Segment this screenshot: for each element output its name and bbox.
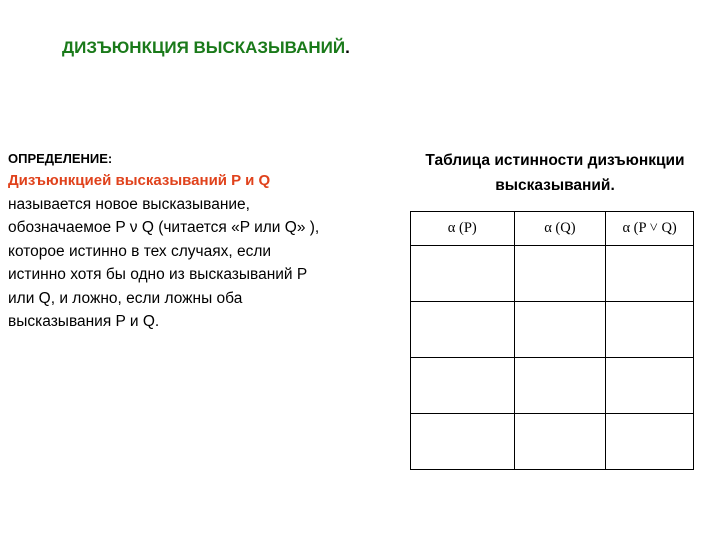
- table-cell: [514, 246, 606, 302]
- header-alpha-q: α (Q): [514, 212, 606, 246]
- table-cell: [514, 414, 606, 470]
- page-title: [62, 38, 350, 58]
- definition-line: называется новое высказывание,: [8, 195, 250, 213]
- definition-line: обозначаемое P ν Q (читается «P или Q» ),: [8, 219, 320, 236]
- truth-table-title-line2: высказываний.: [495, 177, 615, 194]
- table-cell: [411, 246, 515, 302]
- definition-line: высказывания P и Q.: [8, 313, 160, 330]
- table-cell: [411, 302, 515, 358]
- header-alpha-p-or-q: α (P ˅ Q): [606, 212, 694, 246]
- table-row: [411, 414, 694, 470]
- table-cell: [514, 302, 606, 358]
- table-cell: [606, 302, 694, 358]
- definition-term: Дизъюнкцией высказываний P и Q: [8, 172, 271, 189]
- table-cell: [606, 414, 694, 470]
- truth-table-header-row: [411, 212, 694, 246]
- table-row: [411, 246, 694, 302]
- table-cell: [514, 358, 606, 414]
- title-dot: .: [345, 38, 350, 57]
- table-cell: [606, 246, 694, 302]
- definition-line: которое истинно в тех случаях, если: [8, 242, 272, 260]
- table-cell: [411, 414, 515, 470]
- truth-table-title: [398, 148, 712, 198]
- definition-heading: ОПРЕДЕЛЕНИЕ:: [8, 151, 113, 166]
- definition-line: истинно хотя бы одно из высказываний P: [8, 266, 308, 283]
- truth-table: [410, 211, 694, 470]
- definition-line: или Q, и ложно, если ложны оба: [8, 289, 243, 307]
- truth-table-title-line1: Таблица истинности дизъюнкции: [425, 152, 685, 169]
- table-cell: [606, 358, 694, 414]
- table-row: [411, 302, 694, 358]
- header-alpha-p: α (P): [411, 212, 515, 246]
- title-text: ДИЗЪЮНКЦИЯ ВЫСКАЗЫВАНИЙ: [62, 38, 346, 57]
- definition-block: [8, 149, 388, 334]
- table-cell: [411, 358, 515, 414]
- table-row: [411, 358, 694, 414]
